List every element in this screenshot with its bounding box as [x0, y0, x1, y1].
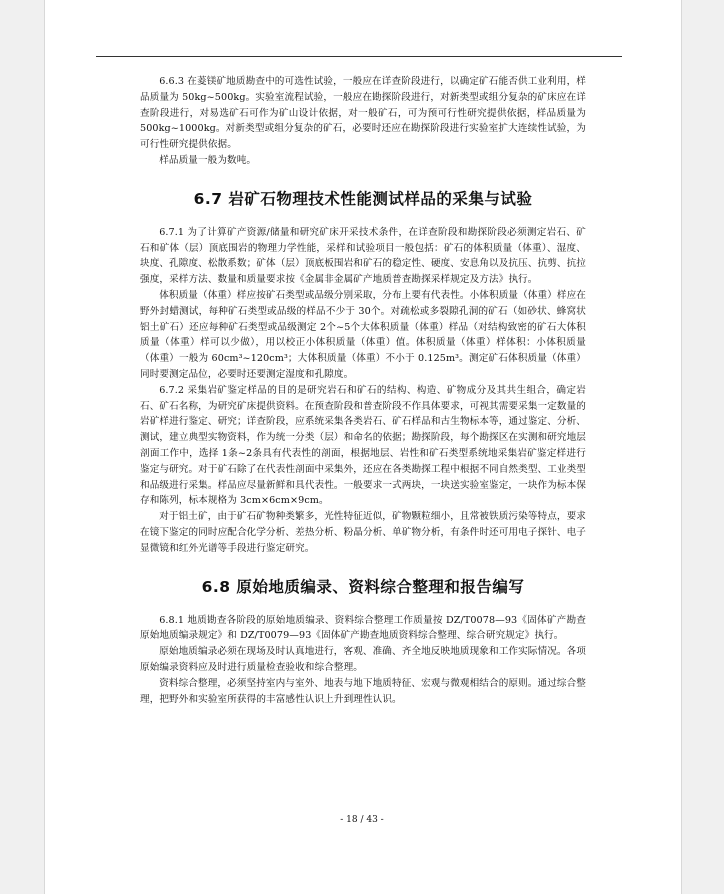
page-number: - 18 / 43 - [340, 815, 384, 825]
paragraph-data-synthesis: 资料综合整理，必须坚持室内与室外、地表与地下地质特征、宏观与微观相结合的原则。通过综合整理，把野外和实验室所获得的丰富感性认识上升到理性认识。 [140, 677, 586, 705]
header-rule [96, 56, 622, 57]
paragraph-6-7-2: 6.7.2 采集岩矿鉴定样品的目的是研究岩石和矿石的结构、构造、矿物成分及其共生组合，确定岩石、矿石名称，为研究矿床提供资料。在预查阶段和普查阶段不作具体要求，可视其需要采集一定数量的岩矿样进行鉴定、研究；详查阶段，应系统采集各类岩石、矿石样品和古生物标本等，通过鉴定、分析、测试，建立典型实物资料，作为统一分类（层）和命名的依据；勘探阶段，每个勘探区在实测和研究地层剖面工作中，选择 1条~2条具有代表性的剖面，根据地层、岩性和矿石类型系统地采集岩矿鉴定样进行鉴定与研究。对于矿石除了在代表性剖面中采集外，还应在各类勘探工程中根据不同自然类型、工业类型和品级进行采集。样品应尽量新鲜和具代表性。一般要求一式两块，一块送实验室鉴定，一块作为标本保存和陈列，标本规格为 3cm×6cm×9cm。 [140, 384, 586, 507]
page-content [140, 74, 586, 707]
paragraph-original-logging: 原始地质编录必须在现场及时认真地进行，客观、准确、齐全地反映地质现象和工作实际情况。各项原始编录资料应及时进行质量检查验收和综合整理。 [140, 646, 586, 673]
paragraph-density-samples: 体积质量（体重）样应按矿石类型或品级分别采取，分布上要有代表性。小体积质量（体重）样应在野外封蜡测试，每种矿石类型或品级的样品不少于 30个。对疏松或多裂隙孔洞的矿石（如砂状、蜂窝状铝土矿石）还应每种矿石类型或品级测定 2个~5个大体积质量（体重）样品（对结构致密的矿石大体积质量（体重）样可以少做），用以校正小体积质量（体重）值。体积质量（体重）样体积：小体积质量（体重）一般为 60cm³~120cm³；大体积质量（体重）不小于 0.125m³。测定矿石体积质量（体重）同时要测定品位，必要时还要测定湿度和孔隙度。 [140, 289, 586, 380]
paragraph-6-8-1: 6.8.1 地质勘查各阶段的原始地质编录、资料综合整理工作质量按 DZ/T0078—93《固体矿产勘查原始地质编录规定》和 DZ/T0079—93《固体矿产勘查地质资料综合整理、综合研究规定》执行。 [140, 614, 586, 642]
paragraph-6-6-3: 6.6.3 在菱镁矿地质勘查中的可选性试验，一般应在详查阶段进行，以确定矿石能否供工业利用，样品质量为 50kg~500kg。实验室流程试验，一般应在勘探阶段进行，对新类型或组分复杂的矿床应在详查阶段进行，对易选矿石可作为矿山设计依据，对一般矿石，可为预可行性研究提供依据，样品质量为 500kg~1000kg。对新类型或组分复杂的矿石，必要时还应在勘探阶段进行实验室扩大连续性试验，为可行性研究提供依据。 [140, 76, 586, 151]
section-heading-6-7: 6.7 岩矿石物理技术性能测试样品的采集与试验 [193, 189, 533, 208]
paragraph-6-7-1: 6.7.1 为了计算矿产资源/储量和研究矿床开采技术条件，在详查阶段和勘探阶段必须测定岩石、矿石和矿体（层）顶底围岩的物理力学性能，采样和试验项目一般包括：矿石的体积质量（体重）、湿度、块度、孔隙度、松散系数；矿体（层）顶底板围岩和矿石的稳定性、硬度、安息角以及抗压、抗剪、抗拉强度，采样方法、数量和质量要求按《金属非金属矿产地质普查勘探采样规定及方法》执行。 [140, 226, 586, 286]
paragraph-sample-weight: 样品质量一般为数吨。 [159, 154, 257, 166]
paragraph-bauxite: 对于铝土矿，由于矿石矿物种类繁多，光性特征近似，矿物颗粒细小，且常被铁质污染等特点，要求在镜下鉴定的同时应配合化学分析、差热分析、粉晶分析、单矿物分析，有条件时还可用电子探针、电子显微镜和红外光谱等手段进行鉴定研究。 [140, 511, 586, 554]
section-heading-6-8: 6.8 原始地质编录、资料综合整理和报告编写 [201, 577, 525, 596]
